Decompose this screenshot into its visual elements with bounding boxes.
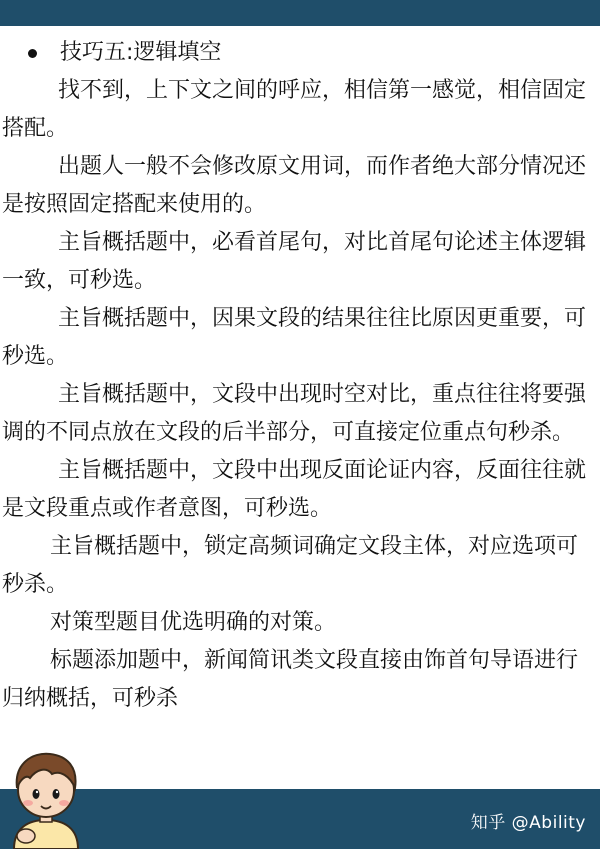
paragraph-7: 主旨概括题中，锁定高频词确定文段主体，对应选项可秒杀。 [2, 534, 579, 597]
bullet-icon [28, 49, 37, 58]
zhihu-watermark: 知乎 @Ability [470, 813, 586, 833]
top-banner [0, 0, 600, 26]
section-heading [2, 34, 596, 72]
paragraph-2: 出题人一般不会修改原文用词，而作者绝大部分情况还是按照固定搭配来使用的。 [2, 154, 587, 217]
paragraph-8: 对策型题目优选明确的对策。 [50, 610, 337, 635]
paragraph-6: 主旨概括题中，文段中出现反面论证内容，反面往往就是文段重点或作者意图，可秒选。 [2, 458, 587, 521]
paragraph-5: 主旨概括题中，文段中出现时空对比，重点往往将要强调的不同点放在文段的后半部分，可直接定位重点句秒杀。 [2, 382, 587, 445]
heading-text: 技巧五:逻辑填空 [60, 40, 222, 65]
paragraph-9: 标题添加题中，新闻简讯类文段直接由饰首句导语进行归纳概括，可秒杀 [2, 648, 579, 711]
paragraph-1: 找不到，上下文之间的呼应，相信第一感觉，相信固定搭配。 [2, 78, 587, 141]
paragraph-4: 主旨概括题中，因果文段的结果往往比原因更重要，可秒选。 [2, 306, 587, 369]
paragraph-3: 主旨概括题中，必看首尾句，对比首尾句论述主体逻辑一致，可秒选。 [2, 230, 587, 293]
article-body [2, 34, 596, 718]
cartoon-boy-icon [0, 744, 92, 849]
